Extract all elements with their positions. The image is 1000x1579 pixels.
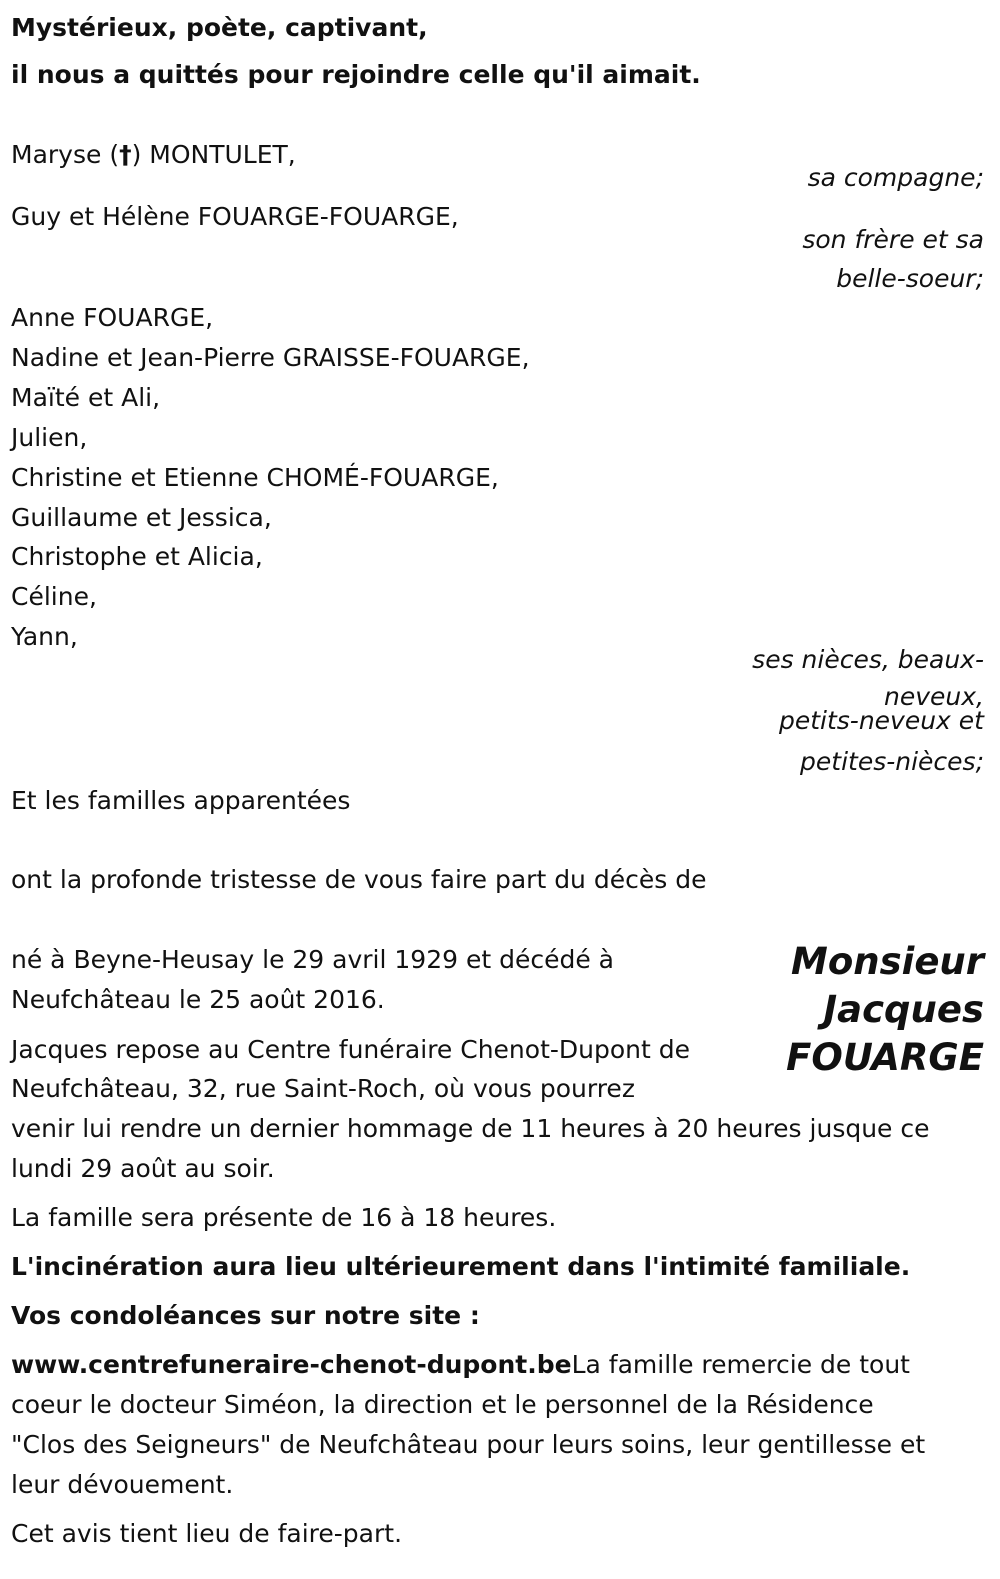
deceased-first-name: Jacques bbox=[823, 988, 984, 1031]
nephew-name: Guillaume et Jessica, bbox=[11, 503, 272, 532]
intro-line-2: il nous a quittés pour rejoindre celle qu'il aimait. bbox=[11, 60, 701, 89]
family-presence: La famille sera présente de 16 à 18 heures. bbox=[11, 1203, 557, 1232]
thanks-line: "Clos des Seigneurs" de Neufchâteau pour leurs soins, leur gentillesse et bbox=[11, 1430, 926, 1459]
cremation-notice: L'incinération aura lieu ultérieurement dans l'intimité familiale. bbox=[11, 1252, 911, 1281]
related-families: Et les familles apparentées bbox=[11, 786, 351, 815]
rest-line: venir lui rendre un dernier hommage de 11 heures à 20 heures jusque ce bbox=[11, 1114, 930, 1143]
birth-death-line: né à Beyne-Heusay le 29 avril 1929 et décédé à bbox=[11, 945, 614, 974]
nephew-name: Anne FOUARGE, bbox=[11, 303, 214, 332]
companion-relation: sa compagne; bbox=[807, 163, 984, 192]
deceased-title: Monsieur bbox=[791, 940, 984, 983]
nephew-name: Maïté et Ali, bbox=[11, 383, 161, 412]
condolences-heading: Vos condoléances sur notre site : bbox=[11, 1301, 480, 1330]
thanks-line: coeur le docteur Siméon, la direction et le personnel de la Résidence bbox=[11, 1390, 874, 1419]
deceased-name bbox=[786, 938, 984, 1082]
rest-line: Jacques repose au Centre funéraire Chenot-Dupont de bbox=[11, 1035, 691, 1064]
nephew-name: Christine et Etienne CHOMÉ-FOUARGE, bbox=[11, 463, 499, 492]
birth-death-line: Neufchâteau le 25 août 2016. bbox=[11, 985, 385, 1014]
deceased-last-name: FOUARGE bbox=[786, 1036, 984, 1079]
closing-note: Cet avis tient lieu de faire-part. bbox=[11, 1519, 403, 1548]
companion-suffix: ) MONTULET, bbox=[131, 140, 296, 169]
intro-line-1: Mystérieux, poète, captivant, bbox=[11, 13, 428, 42]
nephew-name: Christophe et Alicia, bbox=[11, 542, 263, 571]
cross-icon: † bbox=[119, 140, 132, 169]
companion-prefix: Maryse ( bbox=[11, 140, 120, 169]
website-thanks-line bbox=[11, 1345, 910, 1385]
website-link[interactable]: www.centrefuneraire-chenot-dupont.be bbox=[11, 1350, 572, 1379]
nephew-name: Céline, bbox=[11, 582, 97, 611]
rest-line: Neufchâteau, 32, rue Saint-Roch, où vous pourrez bbox=[11, 1074, 635, 1103]
nephews-relation-line: ses nièces, beaux- bbox=[752, 645, 984, 674]
announcement: ont la profonde tristesse de vous faire part du décès de bbox=[11, 865, 707, 894]
nephews-relation-line: petits-neveux et bbox=[778, 706, 984, 735]
thanks-line: La famille remercie de tout bbox=[571, 1350, 910, 1379]
brother-name: Guy et Hélène FOUARGE-FOUARGE, bbox=[11, 202, 459, 231]
nephews-relation-line: petites-nièces; bbox=[800, 747, 984, 776]
brother-relation-line-1: son frère et sa bbox=[802, 225, 984, 254]
nephew-name: Julien, bbox=[11, 423, 88, 452]
companion-name bbox=[11, 135, 296, 175]
nephew-name: Yann, bbox=[11, 622, 78, 651]
thanks-line: leur dévouement. bbox=[11, 1470, 234, 1499]
brother-relation-line-2: belle-soeur; bbox=[836, 264, 984, 293]
nephews-relation-line: neveux, bbox=[884, 682, 984, 711]
nephew-name: Nadine et Jean-Pierre GRAISSE-FOUARGE, bbox=[11, 343, 530, 372]
rest-line: lundi 29 août au soir. bbox=[11, 1154, 275, 1183]
